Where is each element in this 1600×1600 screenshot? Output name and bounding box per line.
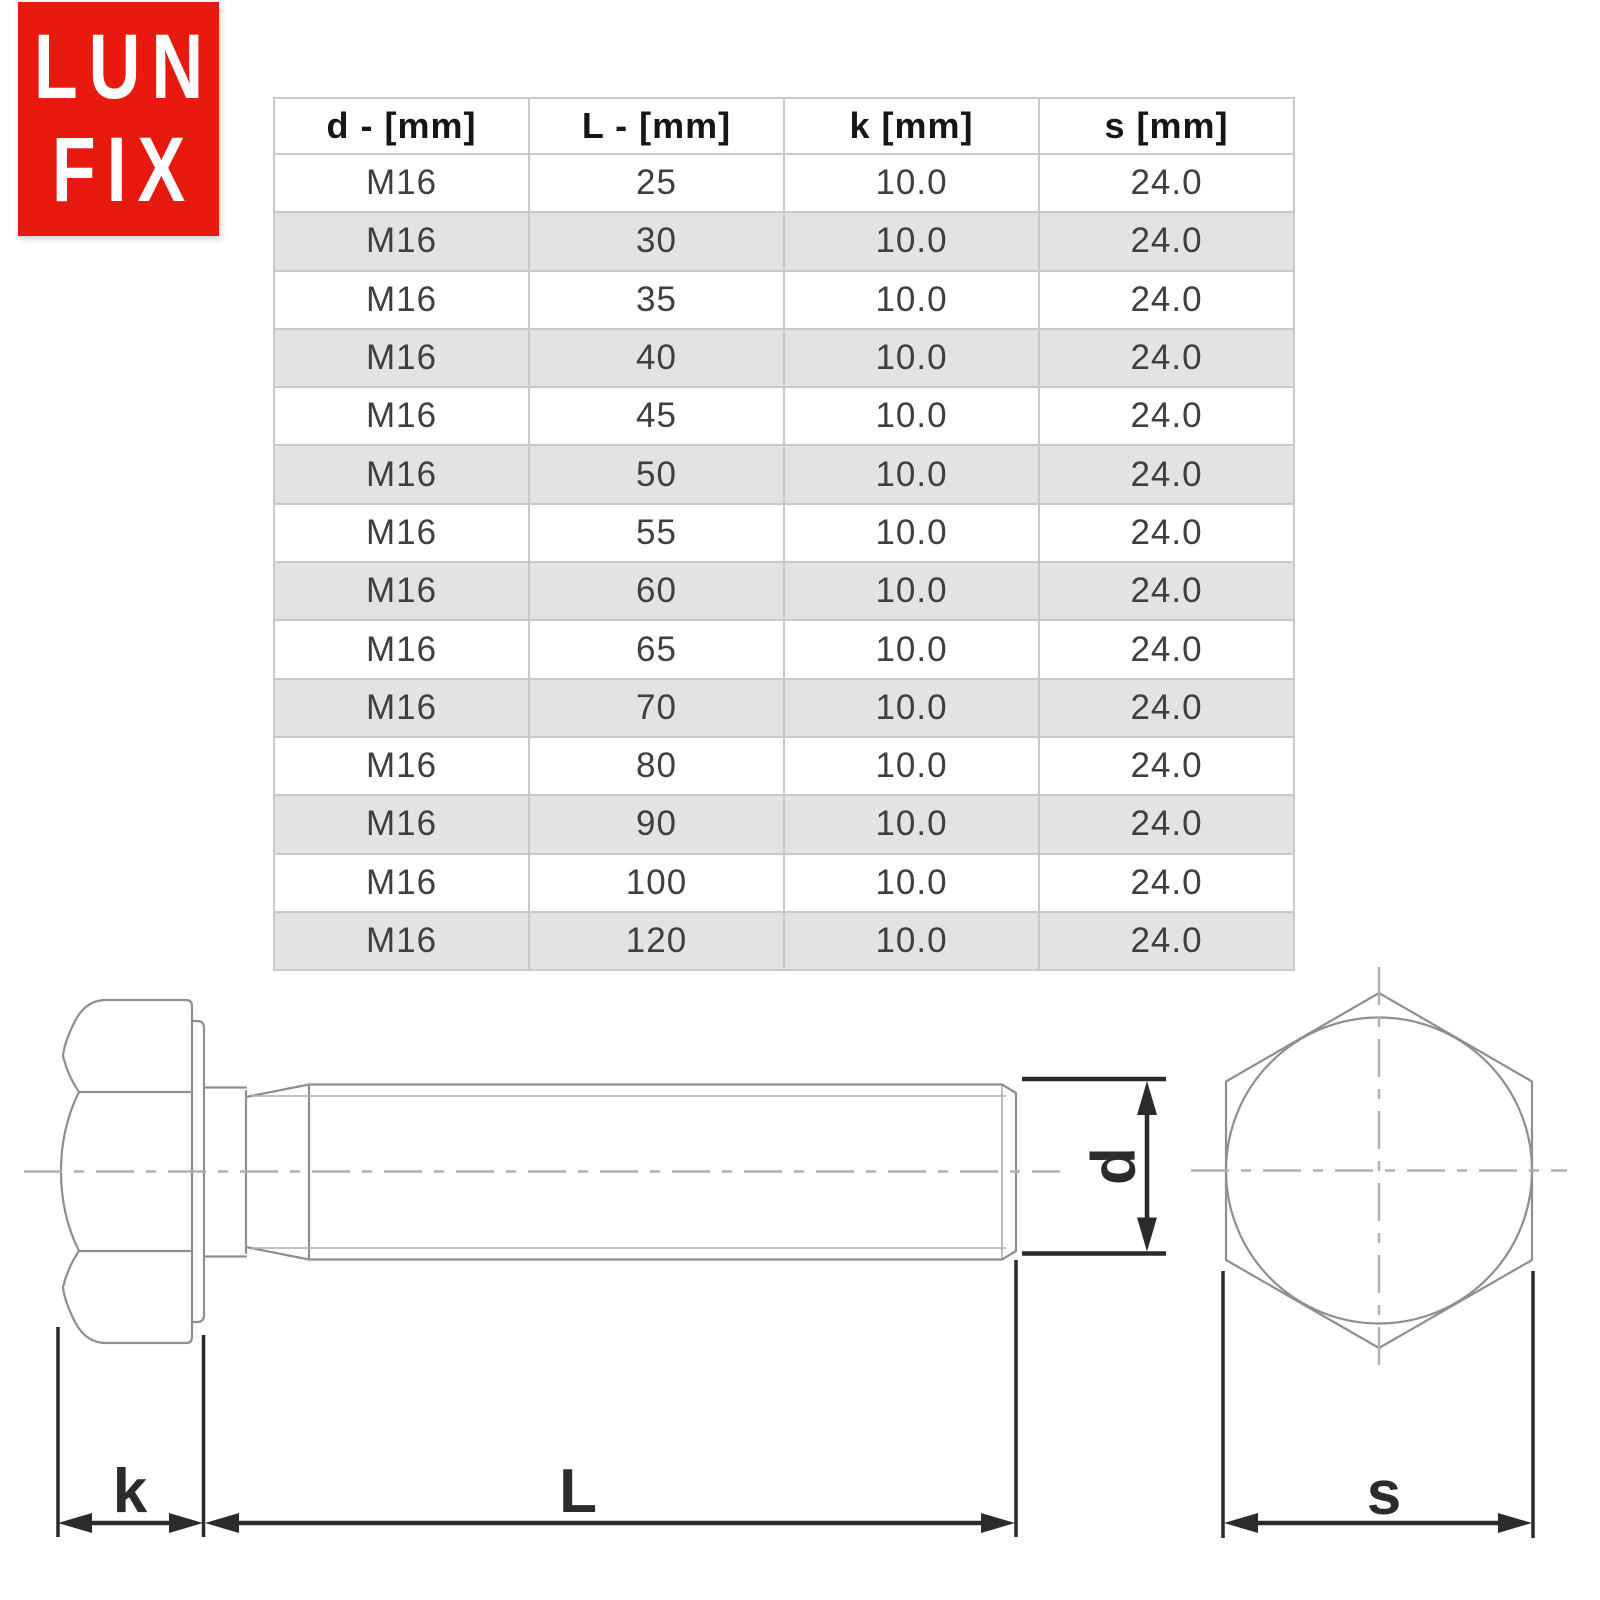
table-cell: 90	[529, 795, 784, 853]
table-cell: 24.0	[1039, 504, 1294, 562]
table-cell: 65	[529, 620, 784, 678]
table-cell: 24.0	[1039, 795, 1294, 853]
table-cell: 24.0	[1039, 154, 1294, 212]
table-cell: 24.0	[1039, 212, 1294, 270]
table-cell: 120	[529, 912, 784, 970]
logo-line-2: FIX	[51, 119, 197, 221]
logo-line-1: LUN	[33, 16, 215, 118]
table-cell: 10.0	[784, 329, 1039, 387]
d-arrow-down	[1137, 1218, 1157, 1252]
L-arrow-right	[981, 1513, 1015, 1533]
k-arrow-right	[169, 1513, 203, 1533]
table-cell: 35	[529, 271, 784, 329]
table-cell: 24.0	[1039, 737, 1294, 795]
table-cell: 50	[529, 445, 784, 503]
table-cell: 40	[529, 329, 784, 387]
table-cell: 10.0	[784, 504, 1039, 562]
table-cell: 24.0	[1039, 679, 1294, 737]
table-cell: 24.0	[1039, 271, 1294, 329]
table-cell: 24.0	[1039, 562, 1294, 620]
table-cell: 10.0	[784, 154, 1039, 212]
table-cell: 24.0	[1039, 329, 1294, 387]
table-cell: 10.0	[784, 212, 1039, 270]
d-arrow-up	[1137, 1081, 1157, 1115]
table-cell: M16	[274, 212, 529, 270]
table-cell: 24.0	[1039, 445, 1294, 503]
table-cell: 24.0	[1039, 620, 1294, 678]
table-cell: 24.0	[1039, 912, 1294, 970]
table-cell: 10.0	[784, 445, 1039, 503]
dimension-k	[58, 1327, 204, 1537]
col-header-k: k [mm]	[784, 98, 1039, 154]
table-cell: 10.0	[784, 620, 1039, 678]
dimension-d	[1022, 1079, 1166, 1254]
table-cell: M16	[274, 854, 529, 912]
col-header-d: d - [mm]	[274, 98, 529, 154]
table-cell: 100	[529, 854, 784, 912]
table-cell: M16	[274, 154, 529, 212]
table-cell: 10.0	[784, 387, 1039, 445]
table-cell: 10.0	[784, 737, 1039, 795]
table-cell: 30	[529, 212, 784, 270]
col-header-s: s [mm]	[1039, 98, 1294, 154]
table-cell: M16	[274, 737, 529, 795]
table-cell: 70	[529, 679, 784, 737]
s-label: s	[1366, 1459, 1402, 1528]
table-cell: 10.0	[784, 679, 1039, 737]
L-arrow-left	[205, 1513, 239, 1533]
table-cell: M16	[274, 912, 529, 970]
table-cell: 24.0	[1039, 854, 1294, 912]
table-cell: 80	[529, 737, 784, 795]
table-cell: M16	[274, 329, 529, 387]
dimension-L	[205, 1260, 1016, 1537]
table-cell: M16	[274, 620, 529, 678]
table-cell: 60	[529, 562, 784, 620]
table-cell: 10.0	[784, 271, 1039, 329]
table-cell: M16	[274, 504, 529, 562]
table-cell: M16	[274, 445, 529, 503]
table-cell: M16	[274, 679, 529, 737]
bolt-side-view	[24, 1000, 1060, 1343]
s-arrow-left	[1224, 1513, 1258, 1533]
k-arrow-left	[58, 1513, 92, 1533]
table-cell: 55	[529, 504, 784, 562]
hex-head-end-view	[1191, 967, 1567, 1375]
table-cell: M16	[274, 271, 529, 329]
col-header-L: L - [mm]	[529, 98, 784, 154]
table-cell: M16	[274, 562, 529, 620]
s-arrow-right	[1498, 1513, 1532, 1533]
table-cell: M16	[274, 795, 529, 853]
table-cell: 25	[529, 154, 784, 212]
table-cell: 10.0	[784, 795, 1039, 853]
table-cell: 45	[529, 387, 784, 445]
table-cell: 10.0	[784, 562, 1039, 620]
d-label: d	[1079, 1147, 1149, 1185]
table-cell: M16	[274, 387, 529, 445]
table-cell: 24.0	[1039, 387, 1294, 445]
table-cell: 10.0	[784, 854, 1039, 912]
k-label: k	[112, 1457, 148, 1526]
table-cell: 10.0	[784, 912, 1039, 970]
L-label: L	[559, 1457, 597, 1526]
